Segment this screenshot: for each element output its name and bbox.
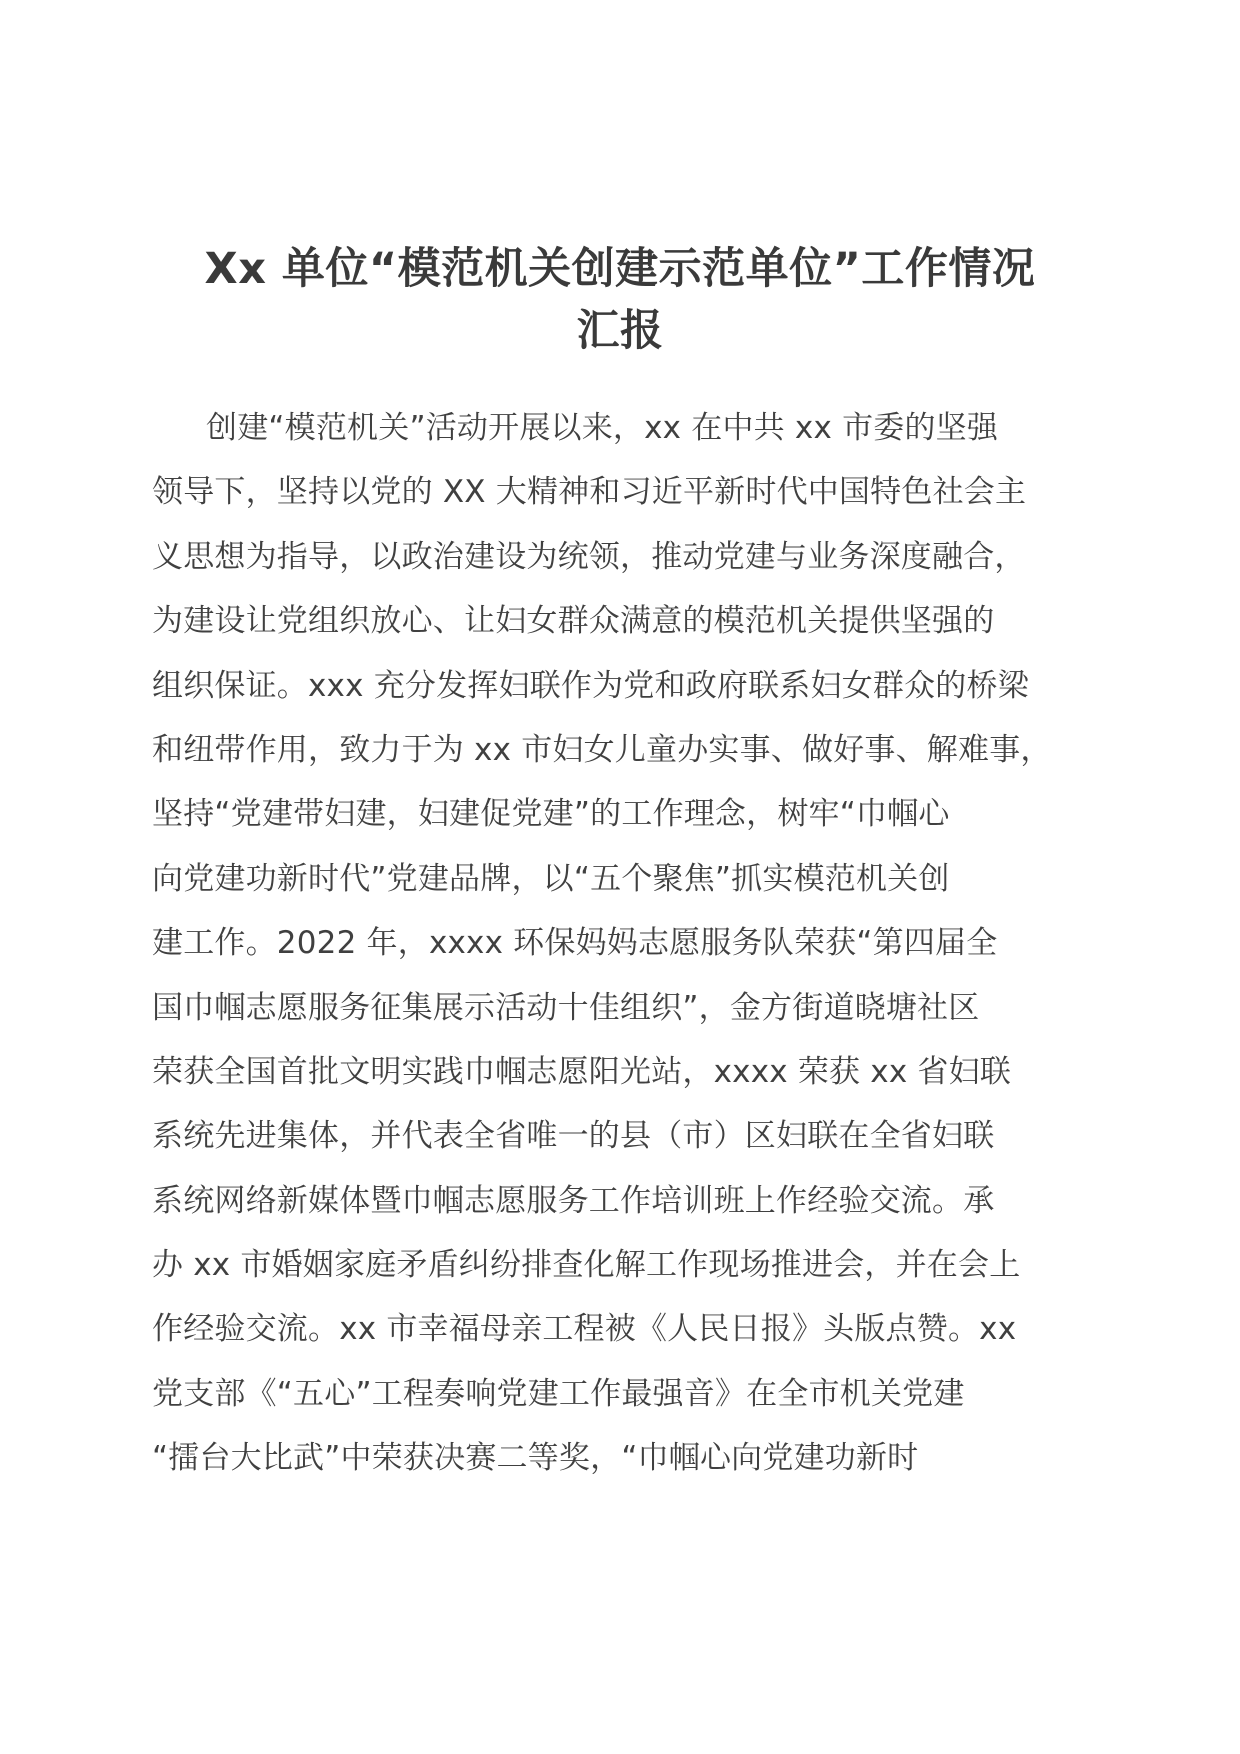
body-line: 办 xx 市婚姻家庭矛盾纠纷排查化解工作现场推进会，并在会上 (152, 1247, 1021, 1284)
document-title (150, 238, 1090, 362)
body-line: 作经验交流。xx 市幸福母亲工程被《人民日报》头版点赞。xx (152, 1311, 1017, 1348)
body-line: 义思想为指导，以政治建设为统领，推动党建与业务深度融合， (152, 538, 1026, 575)
body-line: 系统网络新媒体暨巾帼志愿服务工作培训班上作经验交流。承 (152, 1182, 995, 1219)
body-line: 系统先进集体，并代表全省唯一的县（市）区妇联在全省妇联 (152, 1118, 995, 1155)
body-line: 国巾帼志愿服务征集展示活动十佳组织”，金方街道晓塘社区 (152, 989, 980, 1026)
body-line: 组织保证。xxx 充分发挥妇联作为党和政府联系妇女群众的桥梁 (152, 667, 1029, 704)
body-line: 建工作。2022 年，xxxx 环保妈妈志愿服务队荣获“第四届全 (152, 925, 998, 962)
body-line: 向党建功新时代”党建品牌，以“五个聚焦”抓实模范机关创 (152, 860, 950, 897)
title-line-1: Xx 单位“模范机关创建示范单位”工作情况 (204, 244, 1036, 294)
body-line: 坚持“党建带妇建，妇建促党建”的工作理念，树牢“巾帼心 (152, 796, 950, 833)
body-line: 党支部《“五心”工程奏响党建工作最强音》在全市机关党建 (152, 1375, 965, 1412)
body-paragraph (152, 396, 1112, 1491)
title-line-2: 汇报 (576, 306, 664, 356)
body-line: 和纽带作用，致力于为 xx 市妇女儿童办实事、做好事、解难事， (152, 731, 1052, 768)
body-line: 荣获全国首批文明实践巾帼志愿阳光站，xxxx 荣获 xx 省妇联 (152, 1053, 1012, 1090)
body-line: 为建设让党组织放心、让妇女群众满意的模范机关提供坚强的 (152, 603, 995, 640)
body-line: “擂台大比武”中荣获决赛二等奖，“巾帼心向党建功新时 (152, 1440, 919, 1477)
body-line: 创建“模范机关”活动开展以来，xx 在中共 xx 市委的坚强 (206, 410, 999, 446)
body-line: 领导下，坚持以党的 XX 大精神和习近平新时代中国特色社会主 (152, 474, 1027, 511)
